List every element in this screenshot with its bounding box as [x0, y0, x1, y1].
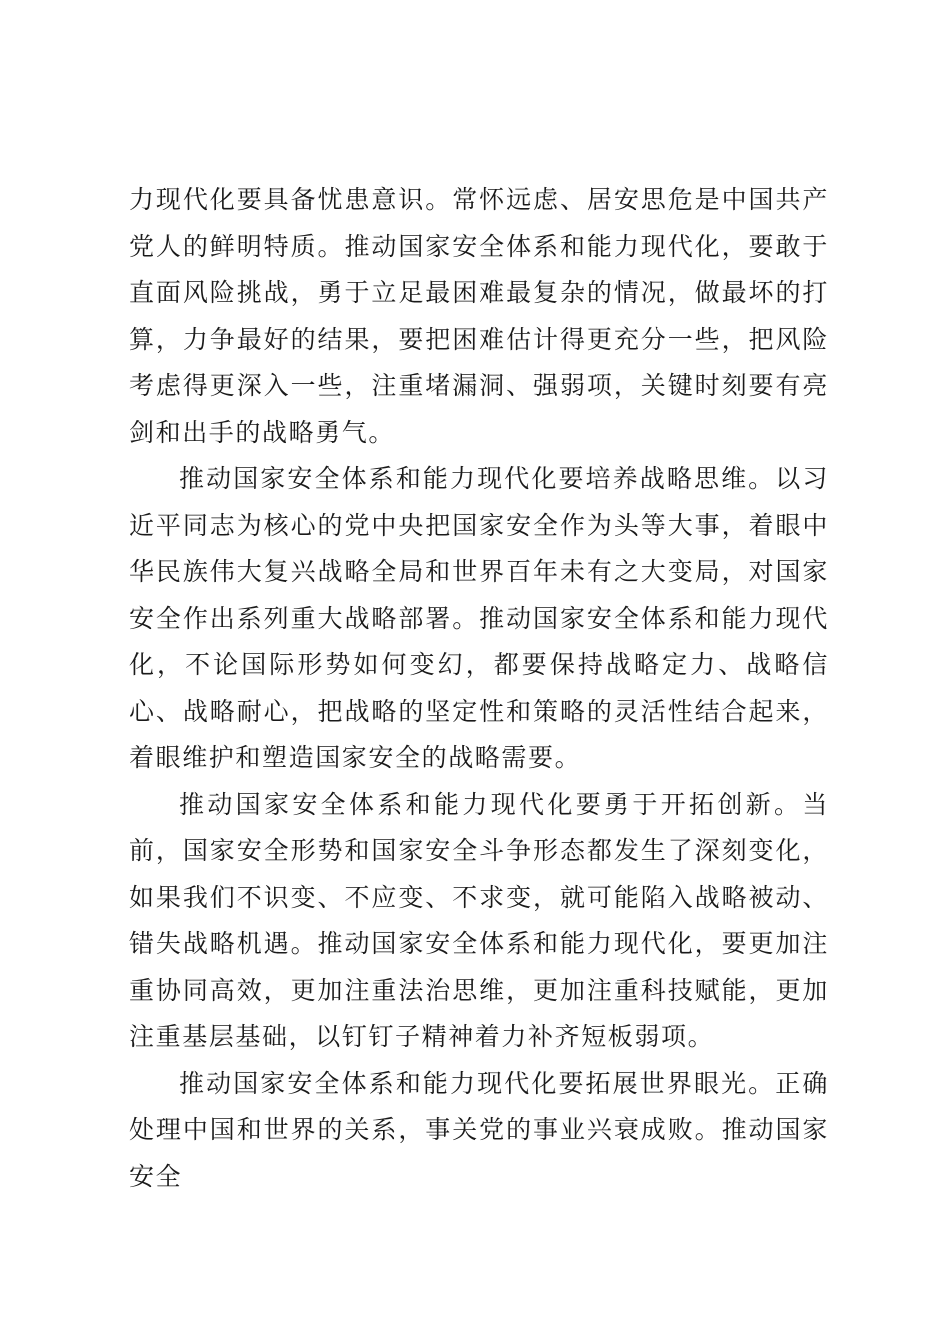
document-body: [129, 177, 829, 1200]
paragraph-strategic-thinking: 推动国家安全体系和能力现代化要培养战略思维。以习近平同志为核心的党中央把国家安全作为头等大事，着眼中华民族伟大复兴战略全局和世界百年未有之大变局，对国家安全作出系列重大战略部署。推动国家安全体系和能力现代化，不论国际形势如何变幻，都要保持战略定力、战略信心、战略耐心，把战略的坚定性和策略的灵活性结合起来，着眼维护和塑造国家安全的战略需要。: [129, 464, 829, 772]
paragraph-innovation: 推动国家安全体系和能力现代化要勇于开拓创新。当前，国家安全形势和国家安全斗争形态都发生了深刻变化，如果我们不识变、不应变、不求变，就可能陷入战略被动、错失战略机遇。推动国家安全体系和能力现代化，要更加注重协同高效，更加注重法治思维，更加注重科技赋能，更加注重基层基础，以钉钉子精神着力补齐短板弱项。: [129, 789, 829, 1051]
paragraph-continuation: 力现代化要具备忧患意识。常怀远虑、居安思危是中国共产党人的鲜明特质。推动国家安全体系和能力现代化，要敢于直面风险挑战，勇于立足最困难最复杂的情况，做最坏的打算，力争最好的结果，要把困难估计得更充分一些，把风险考虑得更深入一些，注重堵漏洞、强弱项，关键时刻要有亮剑和出手的战略勇气。: [129, 185, 829, 447]
paragraph-world-vision: 推动国家安全体系和能力现代化要拓展世界眼光。正确处理中国和世界的关系，事关党的事业兴衰成败。推动国家安全: [129, 1068, 829, 1191]
